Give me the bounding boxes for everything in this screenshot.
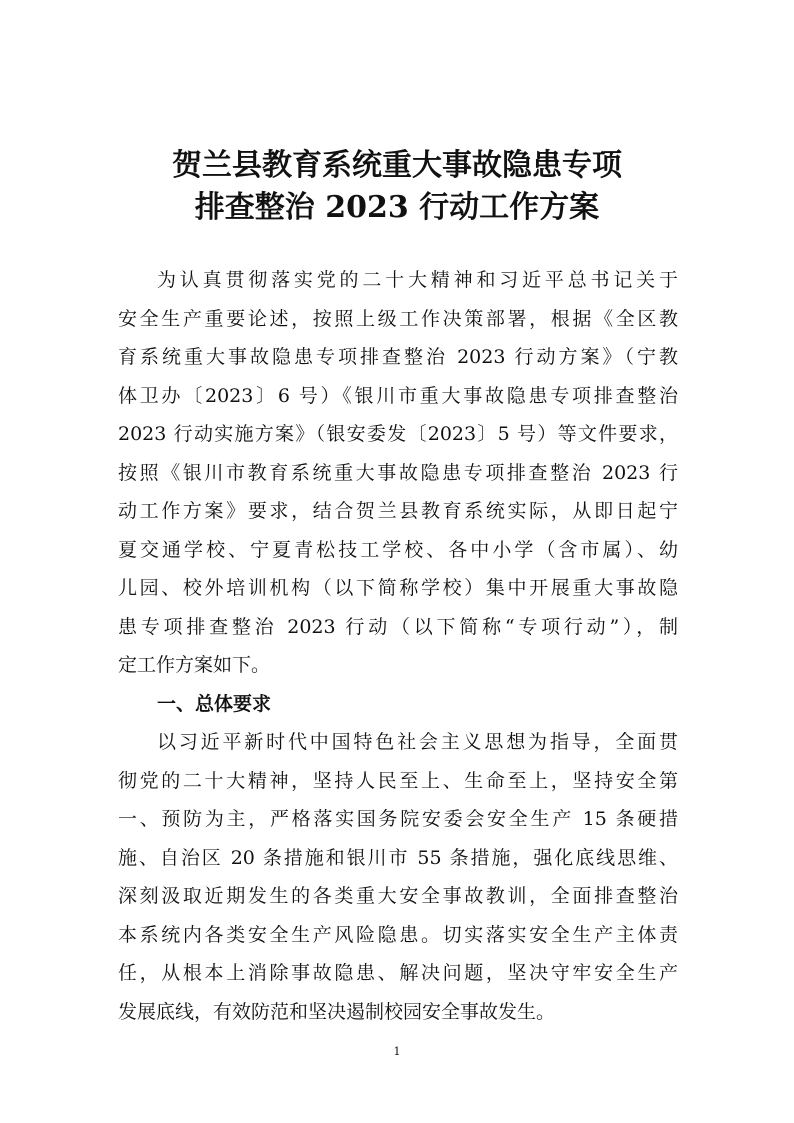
intro-line-2: 安全生产重要论述，按照上级工作决策部署，根据《全区教 [118, 308, 678, 330]
intro-line-10: 患专项排查整治 2023 行动（以下简称“专项行动”），制 [118, 616, 678, 638]
intro-line-4: 体卫办〔2023〕6 号）《银川市重大事故隐患专项排查整治 [118, 385, 678, 407]
page-number: 1 [393, 1045, 401, 1058]
intro-line-9: 儿园、校外培训机构（以下简称学校）集中开展重大事故隐 [118, 577, 678, 599]
section-heading-general-requirements: 一、总体要求 [157, 693, 272, 715]
section1-line-8: 发展底线，有效防范和坚决遏制校园安全事故发生。 [118, 1001, 556, 1023]
intro-line-7: 动工作方案》要求，结合贺兰县教育系统实际，从即日起宁 [118, 500, 678, 522]
section1-line-4: 施、自治区 20 条措施和银川市 55 条措施，强化底线思维、 [118, 847, 678, 869]
document-title-line-2: 排查整治 2023 行动工作方案 [194, 190, 600, 225]
intro-line-11: 定工作方案如下。 [118, 654, 271, 676]
document-title-line-1: 贺兰县教育系统重大事故隐患专项 [172, 148, 622, 183]
intro-line-3: 育系统重大事故隐患专项排查整治 2023 行动方案》（宁教 [118, 346, 678, 368]
section1-line-2: 彻党的二十大精神，坚持人民至上、生命至上，坚持安全第 [118, 770, 678, 792]
section1-line-1: 以习近平新时代中国特色社会主义思想为指导，全面贯 [157, 731, 678, 753]
intro-line-8: 夏交通学校、宁夏青松技工学校、各中小学（含市属）、幼 [118, 539, 678, 561]
section1-line-3: 一、预防为主，严格落实国务院安委会安全生产 15 条硬措 [118, 808, 678, 830]
intro-line-6: 按照《银川市教育系统重大事故隐患专项排查整治 2023 行 [118, 462, 678, 484]
section1-line-6: 本系统内各类安全生产风险隐患。切实落实安全生产主体责 [118, 924, 678, 946]
intro-line-1: 为认真贯彻落实党的二十大精神和习近平总书记关于 [157, 269, 678, 291]
intro-line-5: 2023 行动实施方案》（银安委发〔2023〕5 号）等文件要求， [118, 423, 678, 445]
section1-line-5: 深刻汲取近期发生的各类重大安全事故教训，全面排查整治 [118, 885, 678, 907]
section1-line-7: 任，从根本上消除事故隐患、解决问题，坚决守牢安全生产 [118, 962, 678, 984]
